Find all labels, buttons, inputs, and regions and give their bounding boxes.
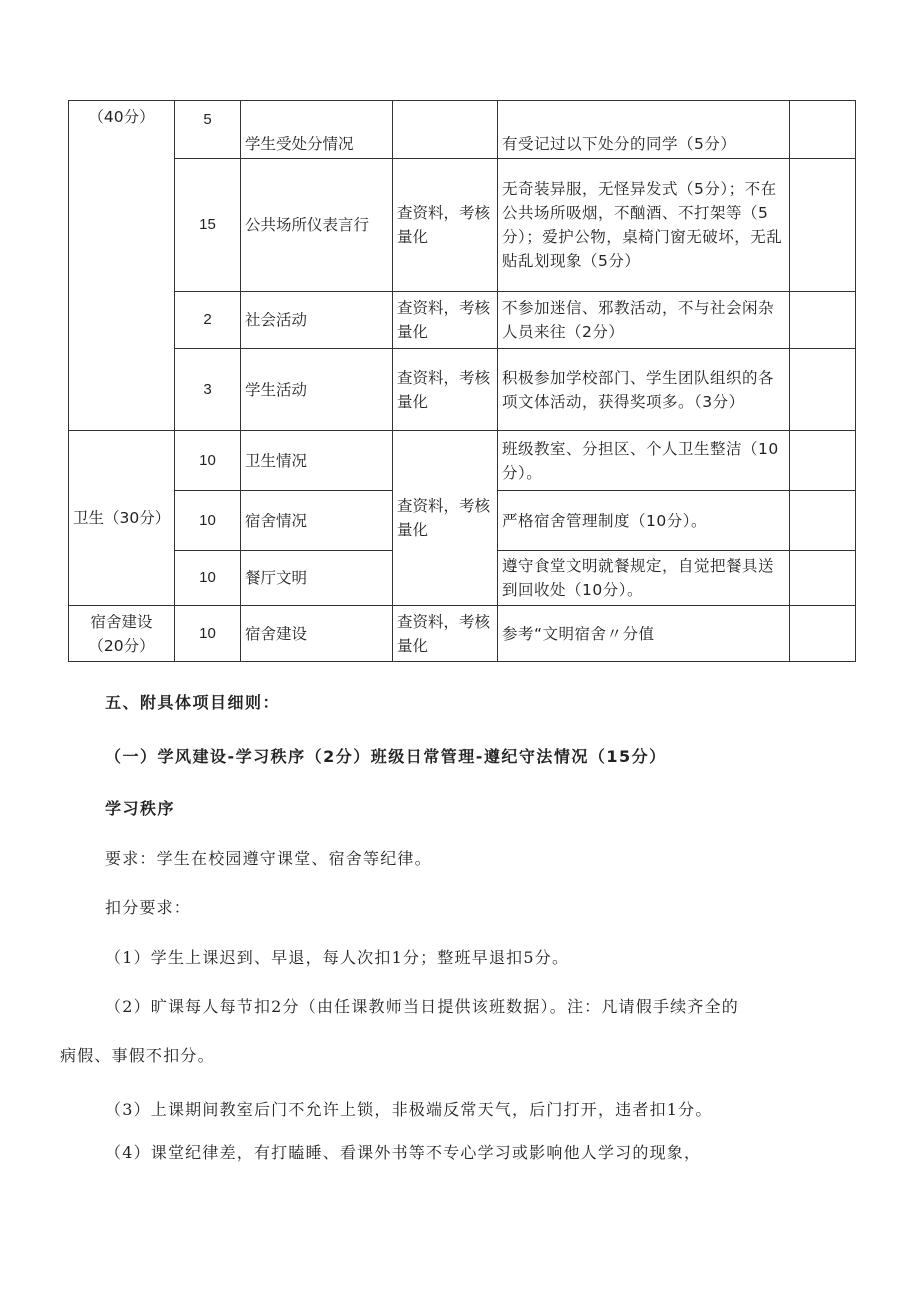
points-cell: 10 [175,606,241,662]
item-cell: 学生受处分情况 [241,101,393,159]
item-cell: 学生活动 [241,349,393,431]
method-cell [393,101,498,159]
category-cell: （40分） [69,101,175,431]
item-cell: 餐厅文明 [241,551,393,606]
empty-cell [790,292,856,349]
points-cell: 10 [175,491,241,551]
standard-cell: 无奇装异服，无怪异发式（5分）；不在公共场所吸烟，不酗酒、不打架等（5分）；爱护公物，桌椅门窗无破坏，无乱贴乱划现象（5分） [498,159,790,292]
empty-cell [790,159,856,292]
standard-cell: 参考“文明宿舍〃分值 [498,606,790,662]
points-cell: 15 [175,159,241,292]
empty-cell [790,491,856,551]
table-row [69,292,856,349]
rule-item: （1）学生上课迟到、早退，每人次扣1分；整班早退扣5分。 [105,948,570,967]
empty-cell [790,101,856,159]
rule-item: （4）课堂纪律差，有打瞌睡、看课外书等不专心学习或影响他人学习的现象， [105,1143,702,1162]
points-cell: 3 [175,349,241,431]
table-row [69,101,856,159]
method-cell: 查资料，考核量化 [393,159,498,292]
points-cell: 10 [175,431,241,491]
item-cell: 公共场所仪表言行 [241,159,393,292]
item-cell: 卫生情况 [241,431,393,491]
standard-cell: 班级教室、分担区、个人卫生整洁（10分）。 [498,431,790,491]
item-cell: 宿舍建设 [241,606,393,662]
standard-cell: 有受记过以下处分的同学（5分） [498,101,790,159]
rule-item: （2）旷课每人每节扣2分（由任课教师当日提供该班数据）。注：凡请假手续齐全的 [105,997,739,1016]
empty-cell [790,606,856,662]
standard-cell: 不参加迷信、邪教活动，不与社会闲杂人员来往（2分） [498,292,790,349]
method-cell: 查资料，考核量化 [393,431,498,606]
method-cell: 查资料，考核量化 [393,292,498,349]
standard-cell: 严格宿舍管理制度（10分）。 [498,491,790,551]
score-table [68,100,856,662]
table-row [69,159,856,292]
empty-cell [790,551,856,606]
points-cell: 5 [175,101,241,159]
points-cell: 2 [175,292,241,349]
category-cell: 宿舍建设（20分） [69,606,175,662]
section-heading: 五、附具体项目细则： [105,693,281,712]
category-cell: 卫生（30分） [69,431,175,606]
method-cell: 查资料，考核量化 [393,349,498,431]
table-row [69,606,856,662]
table-row [69,349,856,431]
item-cell: 宿舍情况 [241,491,393,551]
standard-cell: 积极参加学校部门、学生团队组织的各项文体活动，获得奖项多。（3分） [498,349,790,431]
empty-cell [790,431,856,491]
points-cell: 10 [175,551,241,606]
rule-item: （3）上课期间教室后门不允许上锁，非极端反常天气，后门打开，违者扣1分。 [105,1100,713,1119]
item-cell: 社会活动 [241,292,393,349]
method-cell: 查资料，考核量化 [393,606,498,662]
requirement-text: 要求：学生在校园遵守课堂、宿舍等纪律。 [105,849,432,868]
standard-cell: 遵守食堂文明就餐规定，自觉把餐具送到回收处（10分）。 [498,551,790,606]
rule-item-continued: 病假、事假不扣分。 [60,1046,215,1065]
empty-cell [790,349,856,431]
deduction-label: 扣分要求： [105,898,192,917]
topic-heading: 学习秩序 [105,799,176,818]
subsection-heading: （一）学风建设-学习秩序（2分）班级日常管理-遵纪守法情况（15分） [105,747,667,766]
table-row [69,431,856,491]
